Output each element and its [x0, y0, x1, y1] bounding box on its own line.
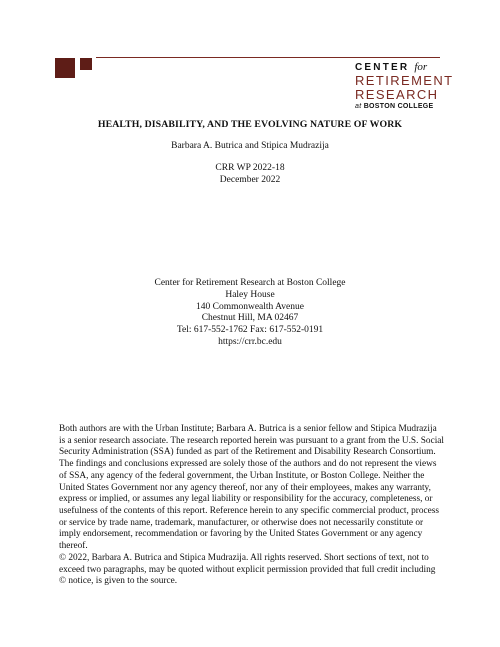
address-line-city: Chestnut Hill, MA 02467	[201, 313, 299, 324]
logo-line-center: CENTER for	[355, 61, 428, 73]
logo-line-boston-college: at BOSTON COLLEGE	[355, 103, 434, 110]
wp-number: CRR WP 2022-18	[215, 163, 285, 173]
logo-line-retirement: RETIREMENT	[355, 73, 454, 88]
paper-authors: Barbara A. Butrica and Stipica Mudrazija	[171, 141, 329, 151]
paper-title: HEALTH, DISABILITY, AND THE EVOLVING NATURE OF WORK	[97, 119, 403, 130]
address-line-street: 140 Commonwealth Avenue	[195, 301, 304, 312]
header-rule	[96, 57, 440, 58]
address-line-url[interactable]: https://crr.bc.edu	[218, 336, 282, 347]
logo-square-large	[55, 58, 75, 78]
address-line-building: Haley House	[225, 289, 275, 300]
copyright-paragraph: © 2022, Barbara A. Butrica and Stipica Mudrazija. All rights reserved. Short sections of text, not to exceed two paragraphs, may be quoted without explicit permission provided that full credit including © notice, is given to the source.	[59, 553, 436, 587]
address-line-org: Center for Retirement Research at Boston College	[154, 278, 346, 288]
logo-line-research: RESEARCH	[355, 87, 439, 102]
working-paper-info	[0, 163, 500, 186]
address-block	[0, 278, 500, 349]
address-line-phone: Tel: 617-552-1762 Fax: 617-552-0191	[176, 325, 324, 336]
logo-square-small	[80, 58, 92, 70]
wp-date: December 2022	[219, 174, 281, 185]
crr-logo	[355, 61, 454, 111]
disclaimer-paragraph: Both authors are with the Urban Institute; Barbara A. Butrica is a senior fellow and Stipica Mudrazija is a senior research associate. The research reported herein was pursuant to a grant from the U.S. Social Security Administration (SSA) funded as part of the Retirement and Disability Research Consortium. The findings and conclusions expressed are solely those of the authors and do not represent the views of SSA, any agency of the federal government, the Urban Institute, or Boston College. Neither the United States Government nor any agency thereof, nor any of their employees, makes any warranty, express or implied, or assumes any legal liability or responsibility for the accuracy, completeness, or usefulness of the contents of this report. Reference herein to any specific commercial product, process or service by trade name, trademark, manufacturer, or otherwise does not necessarily constitute or imply endorsement, recommendation or favoring by the United States Government or any agency thereof.	[59, 424, 444, 552]
